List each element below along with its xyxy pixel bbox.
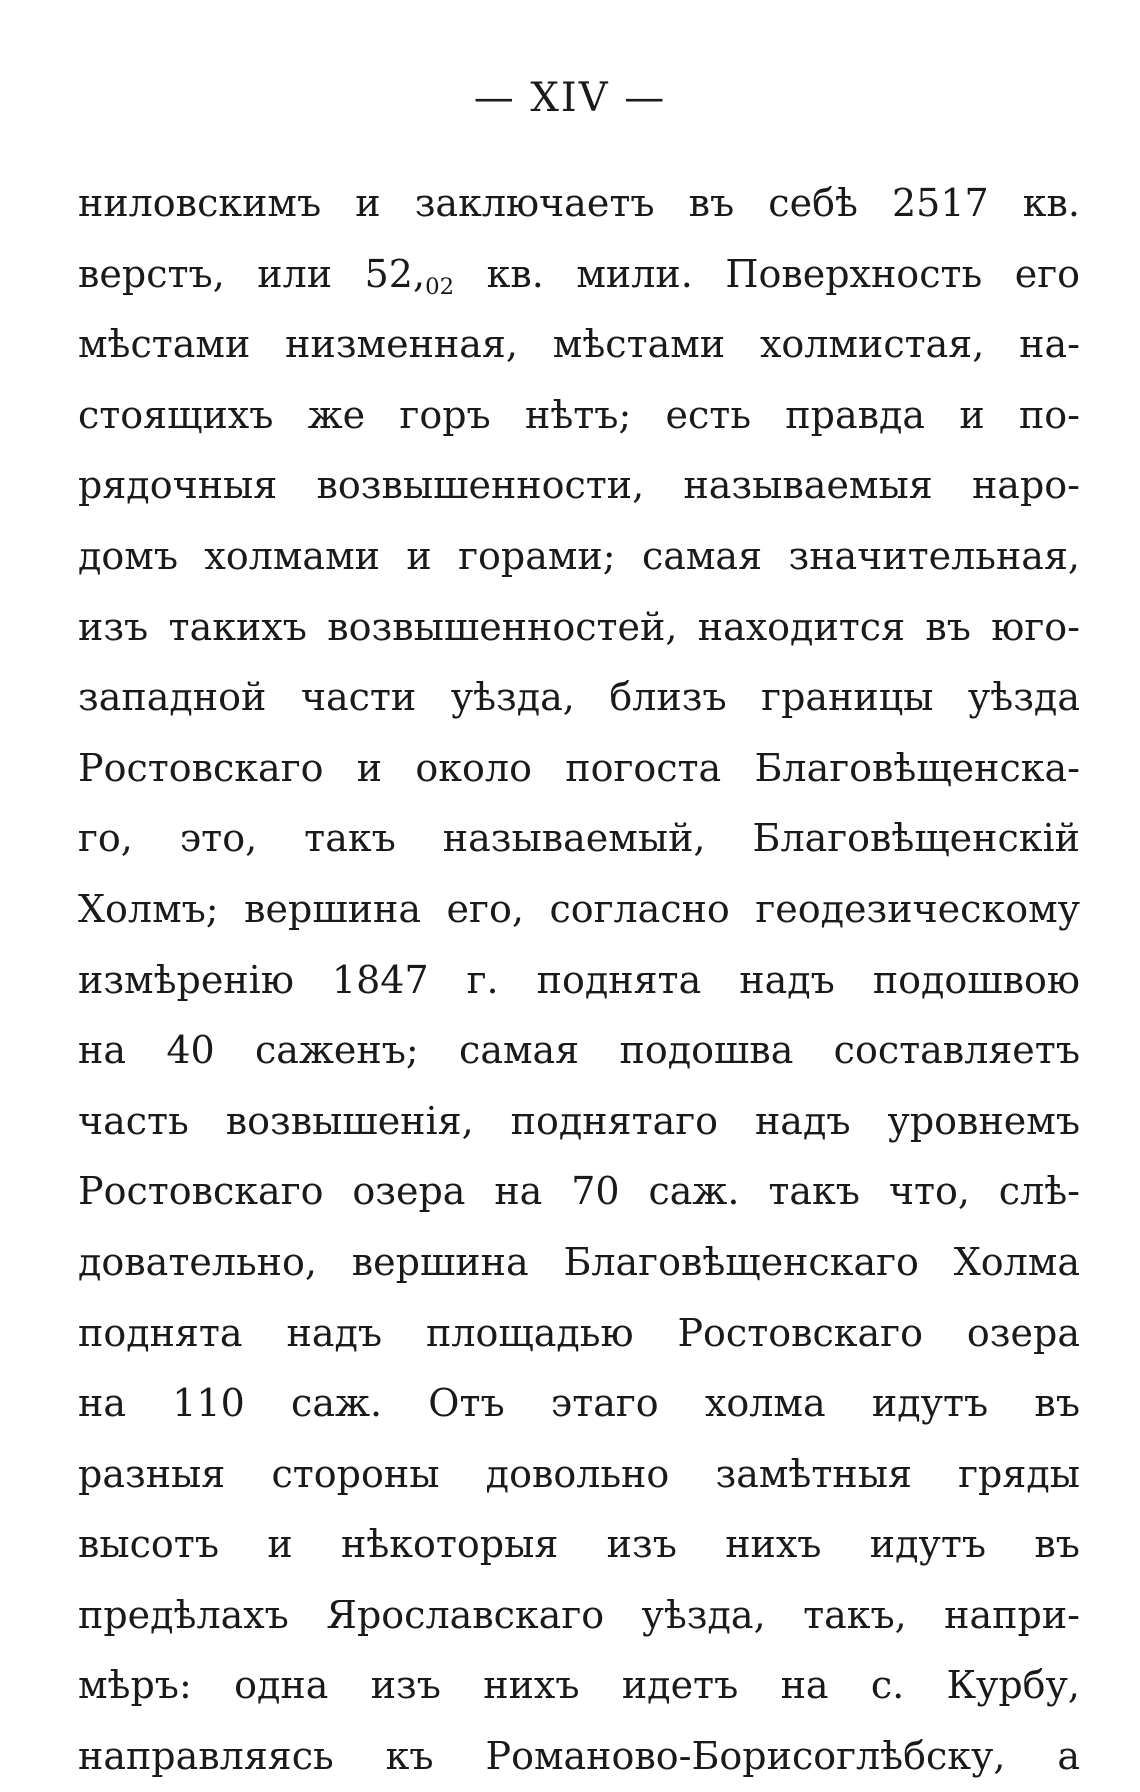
text-line: разныя стороны довольно замѣтныя гряды [78, 1451, 1080, 1496]
text-line: на 40 саженъ; самая подошва составляетъ [78, 1028, 1080, 1073]
text-line: высотъ и нѣкоторыя изъ нихъ идутъ въ [78, 1522, 1080, 1567]
text-line: западной части уѣзда, близъ границы уѣзда [78, 675, 1080, 720]
text-line: изъ такихъ возвышенностей, находится въ юго- [78, 604, 1080, 649]
text-line: предѣлахъ Ярославскаго уѣзда, такъ, напри- [78, 1592, 1080, 1637]
text-line: го, это, такъ называемый, Благовѣщенскій [78, 816, 1080, 861]
text-line: направляясь къ Романово-Борисоглѣбску, а [78, 1734, 1080, 1779]
text-line: измѣренію 1847 г. поднята надъ подошвою [78, 957, 1080, 1002]
text-line: мѣръ: одна изъ нихъ идетъ на с. Курбу, [78, 1663, 1080, 1708]
text-line: на 110 саж. Отъ этаго холма идутъ въ [78, 1381, 1080, 1426]
text-line: Ростовскаго и около погоста Благовѣщенска- [78, 745, 1080, 790]
body-text [78, 168, 1080, 1792]
text-line: довательно, вершина Благовѣщенскаго Холма [78, 1239, 1080, 1284]
text-line: стоящихъ же горъ нѣтъ; есть правда и по- [78, 392, 1080, 437]
text-line [78, 239, 1080, 310]
page-number: — XIV — [473, 75, 667, 121]
text-fragment: кв. мили. Поверхность его [454, 251, 1080, 296]
text-line: мѣстами низменная, мѣстами холмистая, на- [78, 322, 1080, 367]
text-line: домъ холмами и горами; самая значительная, [78, 533, 1080, 578]
text-line: ниловскимъ и заключаетъ въ себѣ 2517 кв. [78, 181, 1080, 225]
text-line: Ростовскаго озера на 70 саж. такъ что, слѣ- [78, 1169, 1080, 1214]
text-fragment: верстъ, или 52, [78, 251, 426, 296]
subscript: 02 [425, 273, 455, 300]
text-line: Холмъ; вершина его, согласно геодезическому [78, 886, 1080, 931]
text-line: рядочныя возвышенности, называемыя наро- [78, 463, 1080, 508]
text-line: поднята надъ площадью Ростовскаго озера [78, 1310, 1080, 1355]
text-line: часть возвышенія, поднятаго надъ уровнемъ [78, 1098, 1080, 1143]
